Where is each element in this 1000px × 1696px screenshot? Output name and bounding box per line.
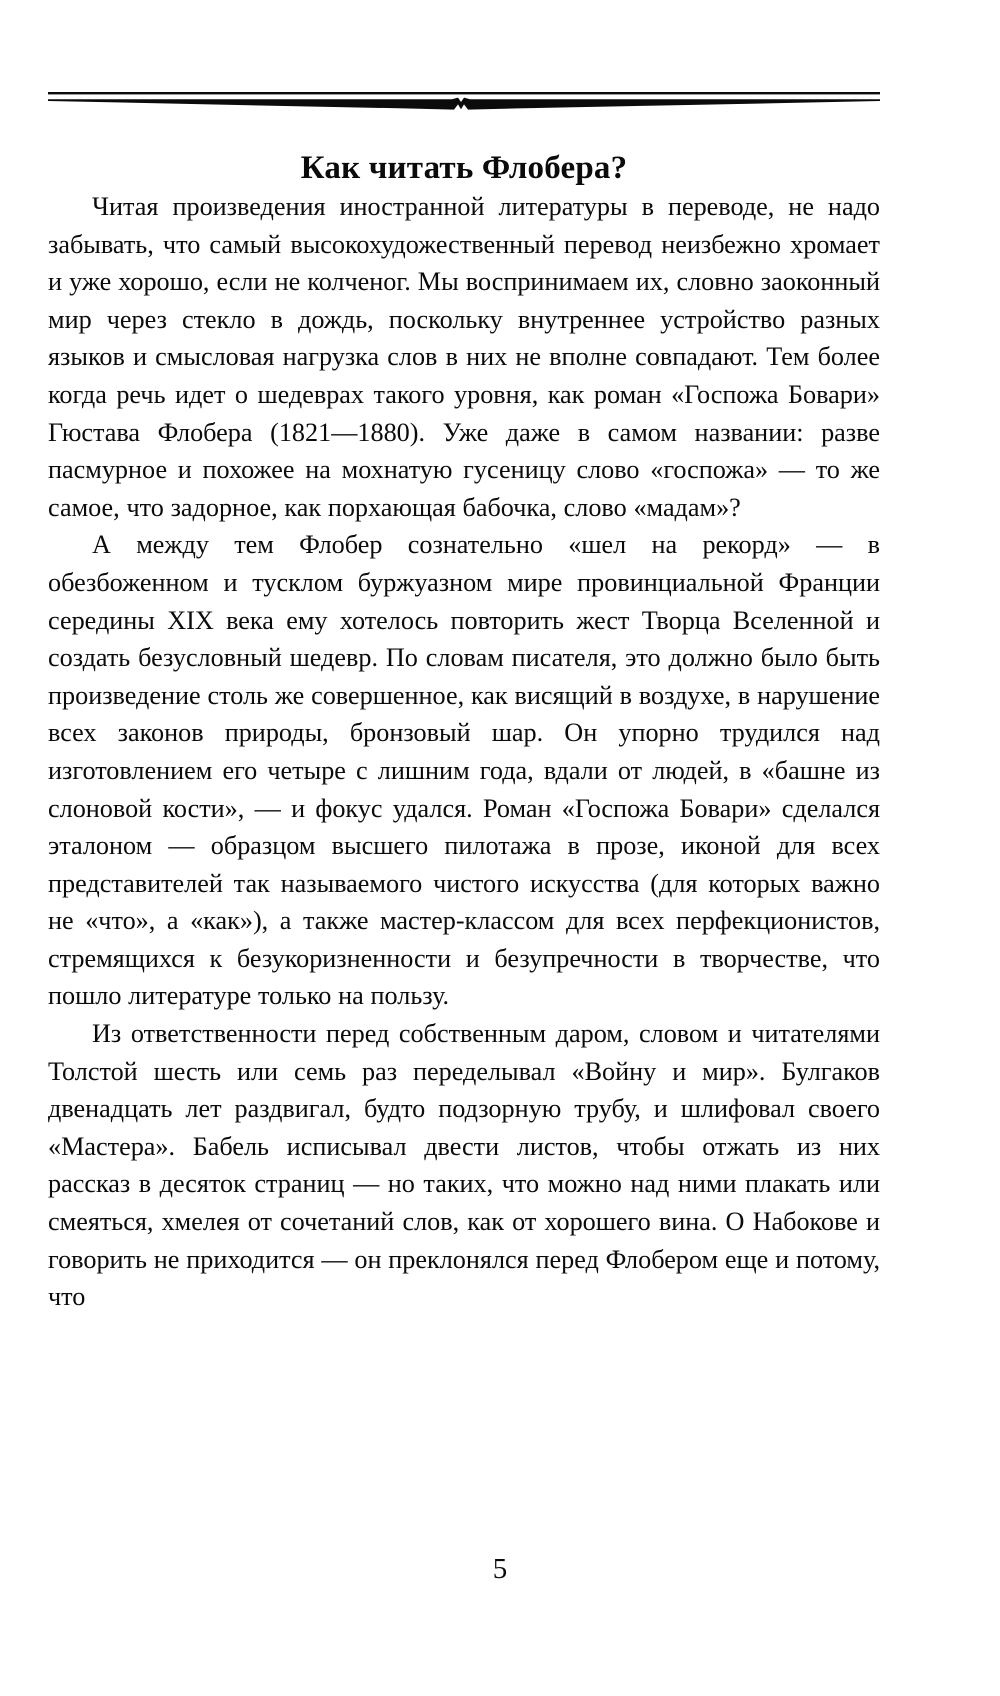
page-number: 5	[492, 1553, 508, 1585]
tapered-rule-ornament-icon	[48, 88, 880, 118]
body-text	[48, 188, 880, 1316]
paragraph: Из ответственности перед собственным даром, словом и читателями Толстой шесть или семь раз переделывал «Войну и мир». Булгаков двенадцать лет раздвигал, будто подзорную трубу, и шлифовал своего «Мастера». Бабель исписывал двести листов, чтобы отжать из них рассказ в десяток страниц — но таких, что можно над ними плакать или смеяться, хмелея от сочетаний слов, как от хорошего вина. О Набокове и говорить не приходится — он преклонялся перед Флобером еще и потому, что	[48, 1019, 880, 1312]
paragraph: Читая произведения иностранной литературы в переводе, не надо забывать, что самый высокохудожественный перевод неизбежно хромает и уже хорошо, если не колченог. Мы воспринимаем их, словно заоконный мир через стекло в дождь, поскольку внутреннее устройство разных языков и смысловая нагрузка слов в них не вполне совпадают. Тем более когда речь идет о шедеврах такого уровня, как роман «Госпожа Бовари» Гюстава Флобера (1821—1880). Уже даже в самом названии: разве пасмурное и похожее на мохнатую гусеницу слово «госпожа» — то же самое, что задорное, как порхающая бабочка, слово «мадам»?	[48, 192, 880, 522]
page-title: Как читать Флобера?	[300, 150, 628, 187]
paragraph: А между тем Флобер сознательно «шел на рекорд» — в обезбоженном и тусклом буржуазном мире провинциальной Франции середины XIX века ему хотелось повторить жест Творца Вселенной и создать безусловный шедевр. По словам писателя, это должно было быть произведение столь же совершенное, как висящий в воздухе, в нарушение всех законов природы, бронзовый шар. Он упорно трудился над изготовлением его четыре с лишним года, вдали от людей, в «башне из слоновой кости», — и фокус удался. Роман «Госпожа Бовари» сделался эталоном — образцом высшего пилотажа в прозе, иконой для всех представителей так называемого чистого искусства (для которых важно не «что», а «как»), а также мастер-классом для всех перфекционистов, стремящихся к безукоризненности и безупречности в творчестве, что пошло литературе только на пользу.	[48, 530, 880, 1011]
